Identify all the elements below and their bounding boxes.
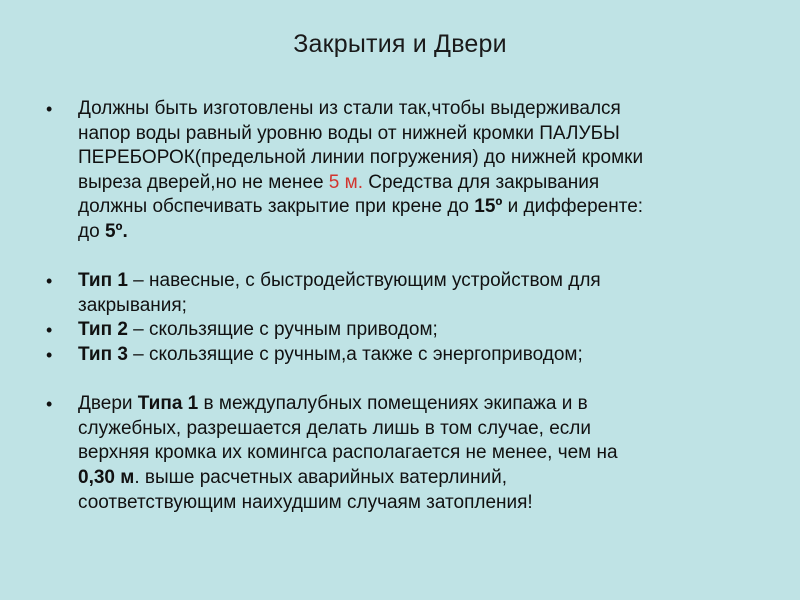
bullet-icon: • — [46, 320, 53, 341]
type-name: Тип 3 — [78, 343, 128, 365]
text-line: ПЕРЕБОРОК(предельной линии погружения) до нижней кромки — [78, 147, 644, 169]
bullet-icon: • — [46, 344, 53, 365]
bullet-type-2 — [46, 318, 766, 343]
type-description: – скользящие с ручным,а также с энергоприводом; — [127, 343, 583, 365]
text-line — [78, 269, 766, 294]
bullet-doors-type-1 — [46, 392, 766, 515]
text-line — [78, 343, 766, 368]
slide-title: Закрытия и Двери — [293, 30, 507, 58]
type-description: – скользящие с ручным приводом; — [127, 319, 438, 341]
type-name: Тип 1 — [78, 270, 128, 292]
bullet-icon: • — [46, 99, 53, 119]
bold-value: 0,30 м — [78, 466, 135, 488]
text-line: закрывания; — [78, 294, 187, 316]
spacer — [46, 368, 766, 393]
bullet-type-1 — [46, 269, 766, 318]
text-line — [78, 220, 766, 245]
text-fragment: до — [78, 220, 105, 242]
text-line: верхняя кромка их комингса располагается не менее, чем на — [78, 442, 618, 464]
text-line: служебных, разрешается делать лишь в том случае, если — [78, 417, 591, 439]
text-fragment: Двери — [78, 393, 138, 415]
bullet-type-3 — [46, 343, 766, 368]
text-line: Должны быть изготовлены из стали так,чтобы выдерживался — [78, 98, 621, 119]
text-line — [78, 466, 766, 491]
text-fragment: Средства для закрывания — [362, 171, 600, 193]
text-line — [78, 392, 766, 417]
text-line — [78, 318, 766, 343]
text-line — [78, 171, 766, 196]
bullet-icon: • — [46, 271, 53, 292]
text-line — [78, 195, 766, 220]
text-fragment: выреза дверей,но не менее — [78, 171, 329, 193]
text-line: напор воды равный уровню воды от нижней кромки ПАЛУБЫ — [78, 122, 620, 144]
bold-value: Типа 1 — [137, 393, 199, 415]
bold-value: 15º — [474, 196, 503, 218]
bullet-requirements — [46, 97, 766, 245]
type-description: – навесные, с быстродействующим устройством для — [127, 270, 601, 292]
highlight-value: 5 м. — [328, 171, 363, 193]
text-line: соответствующим наихудшим случаям затопления! — [78, 491, 533, 513]
text-fragment: должны обспечивать закрытие при крене до — [78, 196, 475, 218]
slide-content — [46, 97, 766, 515]
spacer — [46, 245, 766, 270]
type-name: Тип 2 — [78, 319, 128, 341]
text-fragment: в междупалубных помещениях экипажа и в — [198, 393, 588, 415]
text-fragment: . выше расчетных аварийных ватерлиний, — [134, 466, 508, 488]
bullet-icon: • — [46, 394, 53, 415]
bold-value: 5º. — [104, 220, 128, 242]
text-fragment: и дифференте: — [502, 196, 644, 218]
